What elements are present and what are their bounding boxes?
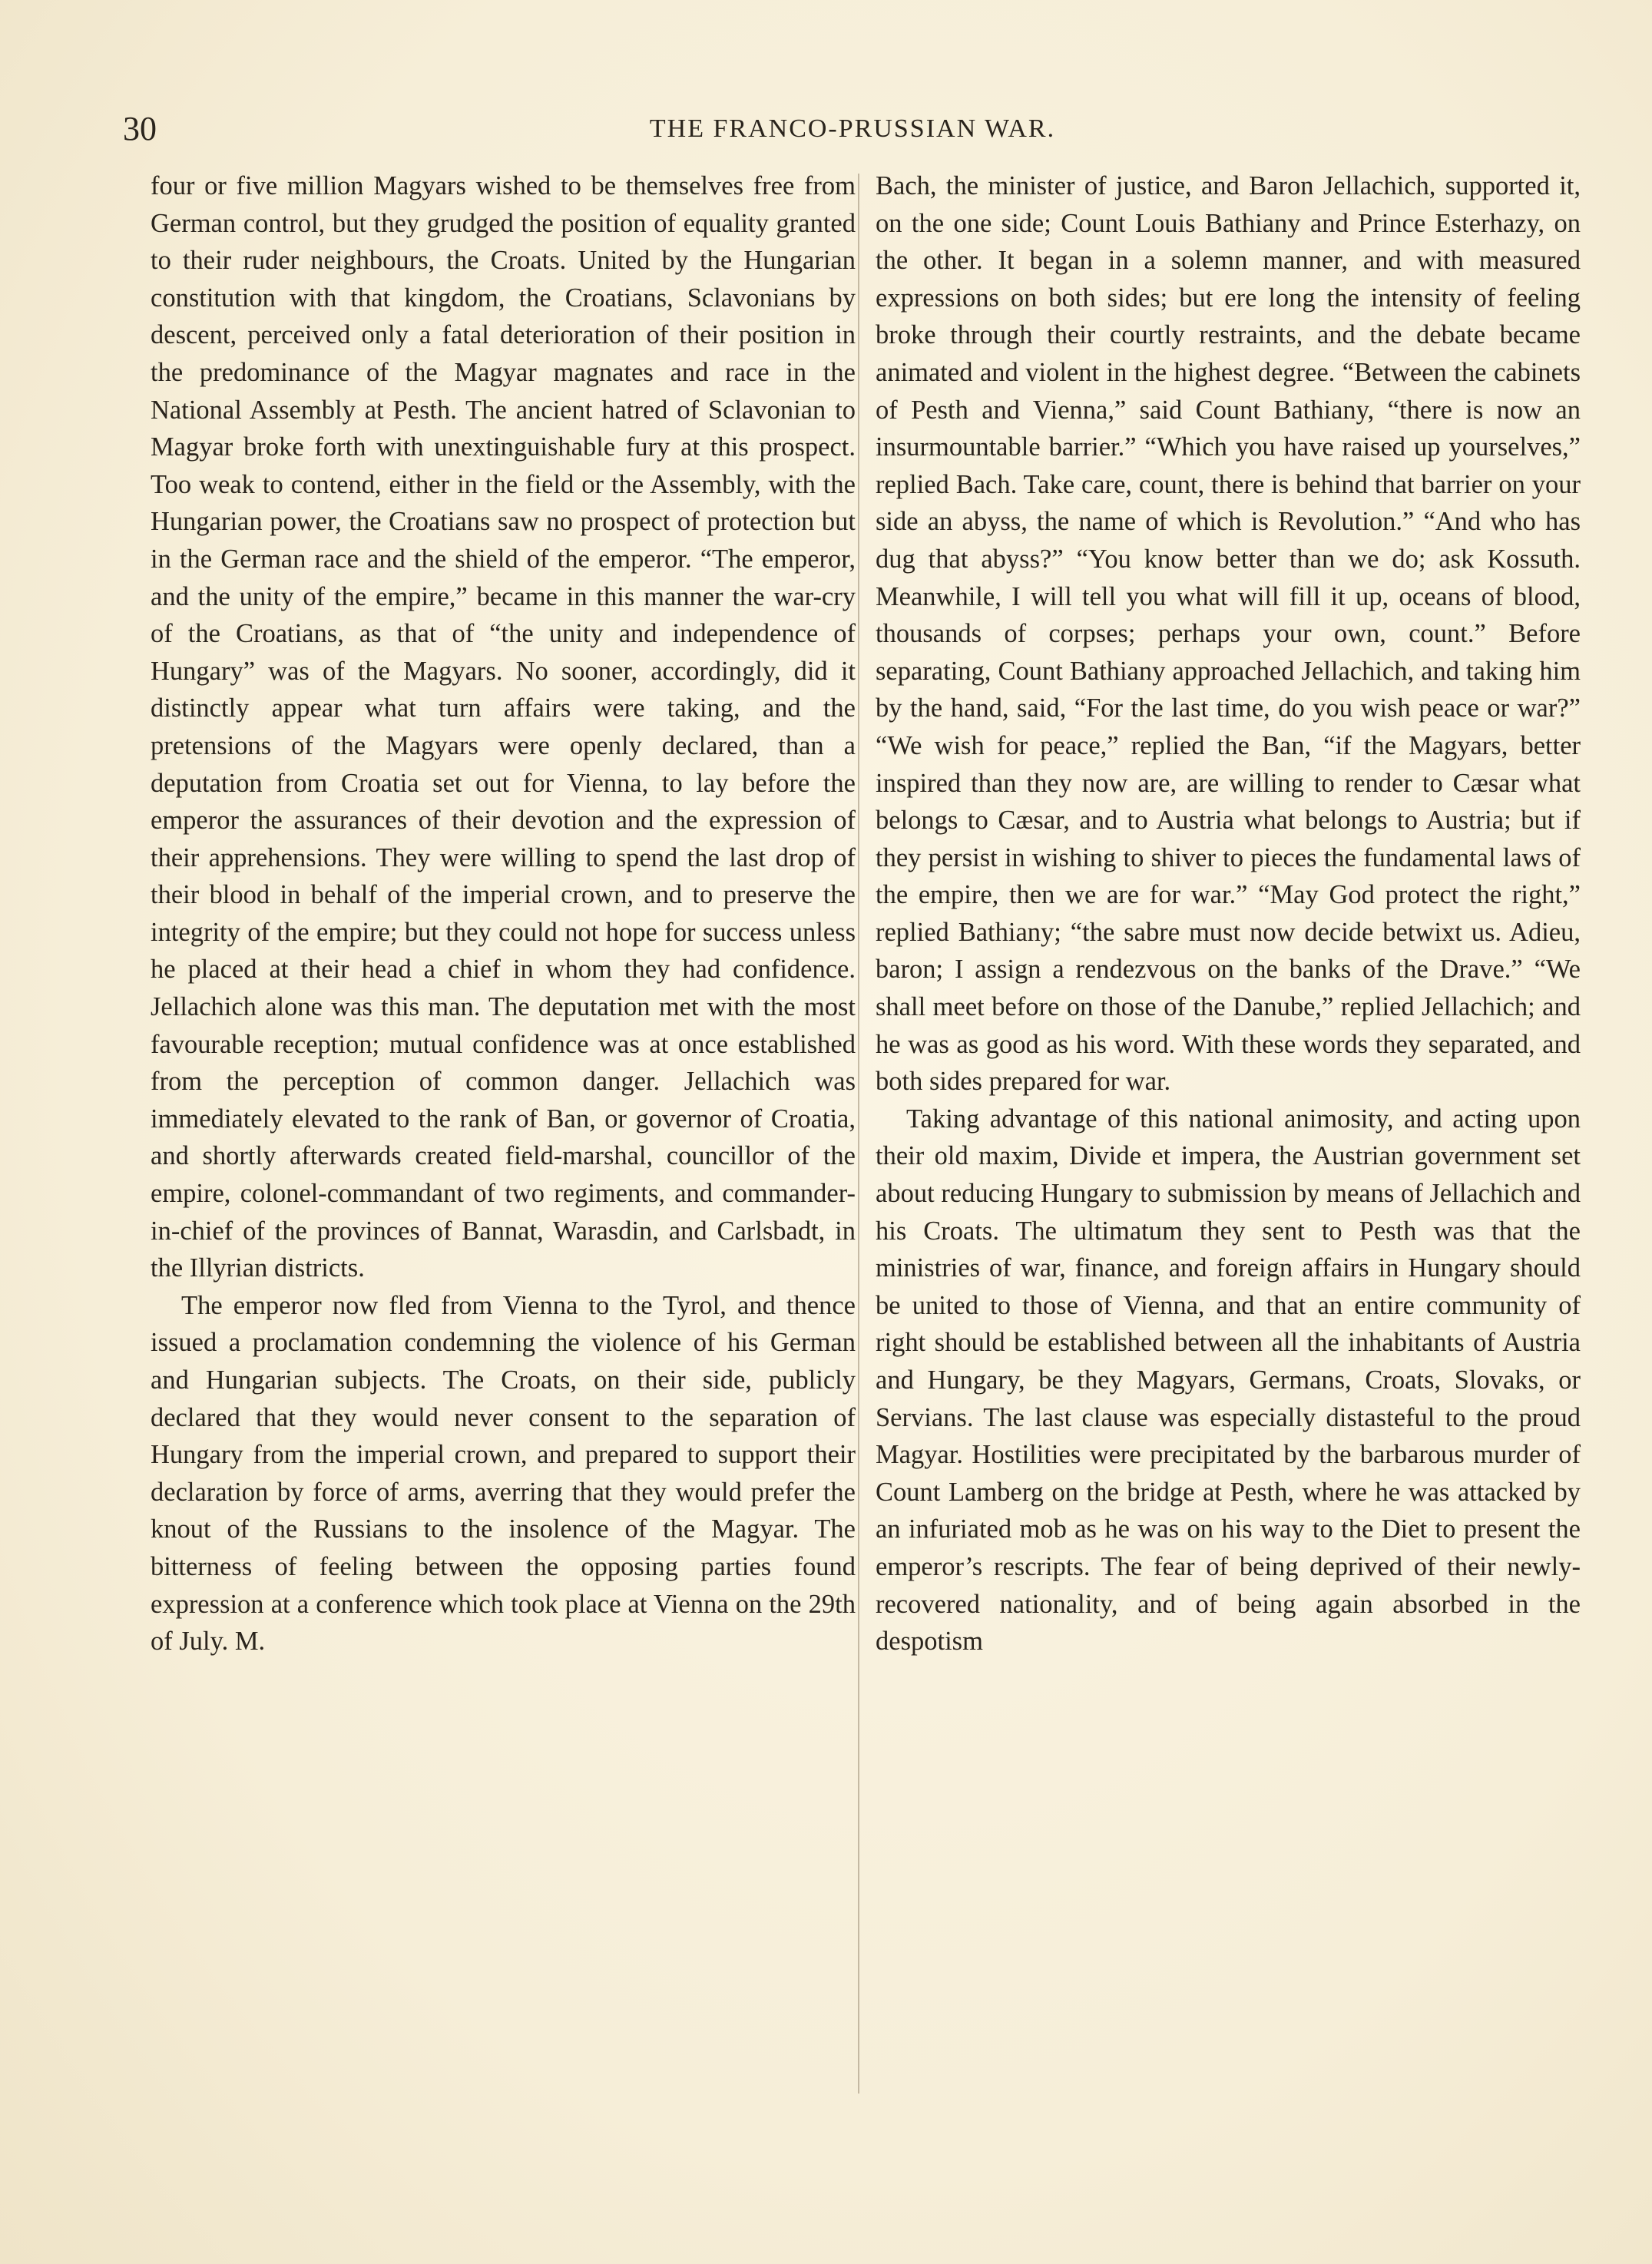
page-header: [123, 106, 1582, 152]
right-paragraph-2: Taking advantage of this national animosity, and acting upon their old maxim, Divide et impera, the Austrian government set about reducing Hungary to submission by means of Jellachich and his Croats. The ultimatum they sent to Pesth was that the ministries of war, finance, and foreign affairs in Hungary should be united to those of Vienna, and that an entire community of right should be established between all the inhabitants of Austria and Hungary, be they Magyars, Germans, Croats, Slovaks, or Servians. The last clause was especially distasteful to the proud Magyar. Hostilities were precipitated by the barbarous murder of Count Lamberg on the bridge at Pesth, where he was attacked by an infuriated mob as he was on his way to the Diet to present the emperor’s rescripts. The fear of being deprived of their newly-recovered nationality, and of being again absorbed in the despotism: [876, 1104, 1581, 1657]
left-column: [151, 167, 856, 2103]
right-column: [876, 167, 1581, 2103]
left-paragraph-2: The emperor now fled from Vienna to the Tyrol, and thence issued a proclamation condemning the violence of his German and Hungarian subjects. The Croats, on their side, publicly declared that they would never consent to the separation of Hungary from the imperial crown, and prepared to support their declaration by force of arms, averring that they would prefer the knout of the Russians to the insolence of the Magyar. The bitterness of feeling between the opposing parties found expression at a conference which took place at Vienna on the 29th of July. M.: [151, 1290, 856, 1657]
page-number: 30: [123, 110, 157, 147]
left-paragraph-1: four or five million Magyars wished to be themselves free from German control, but they grudged the position of equality granted to their ruder neighbours, the Croats. United by the Hungarian constitution with that kingdom, the Croatians, Sclavonians by descent, perceived only a fatal deterioration of their position in the predominance of the Magyar magnates and race in the National Assembly at Pesth. The ancient hatred of Sclavonian to Magyar broke forth with unextinguishable fury at this prospect. Too weak to contend, either in the field or the Assembly, with the Hungarian power, the Croatians saw no prospect of protection but in the German race and the shield of the emperor. “The emperor, and the unity of the empire,” became in this manner the war-cry of the Croatians, as that of “the unity and independence of Hungary” was of the Magyars. No sooner, accordingly, did it distinctly appear what turn affairs were taking, and the pretensions of the Magyars were openly declared, than a deputation from Croatia set out for Vienna, to lay before the emperor the assurances of their devotion and the expression of their apprehensions. They were willing to spend the last drop of their blood in behalf of the imperial crown, and to preserve the integrity of the empire; but they could not hope for success unless he placed at their head a chief in whom they had confidence. Jellachich alone was this man. The deputation met with the most favourable reception; mutual confidence was at once established from the perception of common danger. Jellachich was immediately elevated to the rank of Ban, or governor of Croatia, and shortly afterwards created field-marshal, councillor of the empire, colonel-commandant of two regiments, and commander-in-chief of the provinces of Bannat, Warasdin, and Carlsbadt, in the Illyrian districts.: [151, 171, 856, 1283]
running-title: THE FRANCO-PRUSSIAN WAR.: [649, 114, 1056, 143]
column-divider: [858, 174, 859, 2094]
right-paragraph-1: Bach, the minister of justice, and Baron Jellachich, supported it, on the one side; Count Louis Bathiany and Prince Esterhazy, on the other. It began in a solemn manner, and with measured expressions on both sides; but ere long the intensity of feeling broke through their courtly restraints, and the debate became animated and violent in the highest degree. “Between the cabinets of Pesth and Vienna,” said Count Bathiany, “there is now an insurmountable barrier.” “Which you have raised up yourselves,” replied Bach. Take care, count, there is behind that barrier on your side an abyss, the name of which is Revolution.” “And who has dug that abyss?” “You know better than we do; ask Kossuth. Meanwhile, I will tell you what will fill it up, oceans of blood, thousands of corpses; perhaps your own, count.” Before separating, Count Bathiany approached Jellachich, and taking him by the hand, said, “For the last time, do you wish peace or war?” “We wish for peace,” replied the Ban, “if the Magyars, better inspired than they now are, are willing to render to Cæsar what belongs to Cæsar, and to Austria what belongs to Austria; but if they persist in wishing to shiver to pieces the fundamental laws of the empire, then we are for war.” “May God protect the right,” replied Bathiany; “the sabre must now decide betwixt us. Adieu, baron; I assign a rendezvous on the banks of the Drave.” “We shall meet before on those of the Danube,” replied Jellachich; and he was as good as his word. With these words they separated, and both sides prepared for war.: [876, 171, 1581, 1097]
